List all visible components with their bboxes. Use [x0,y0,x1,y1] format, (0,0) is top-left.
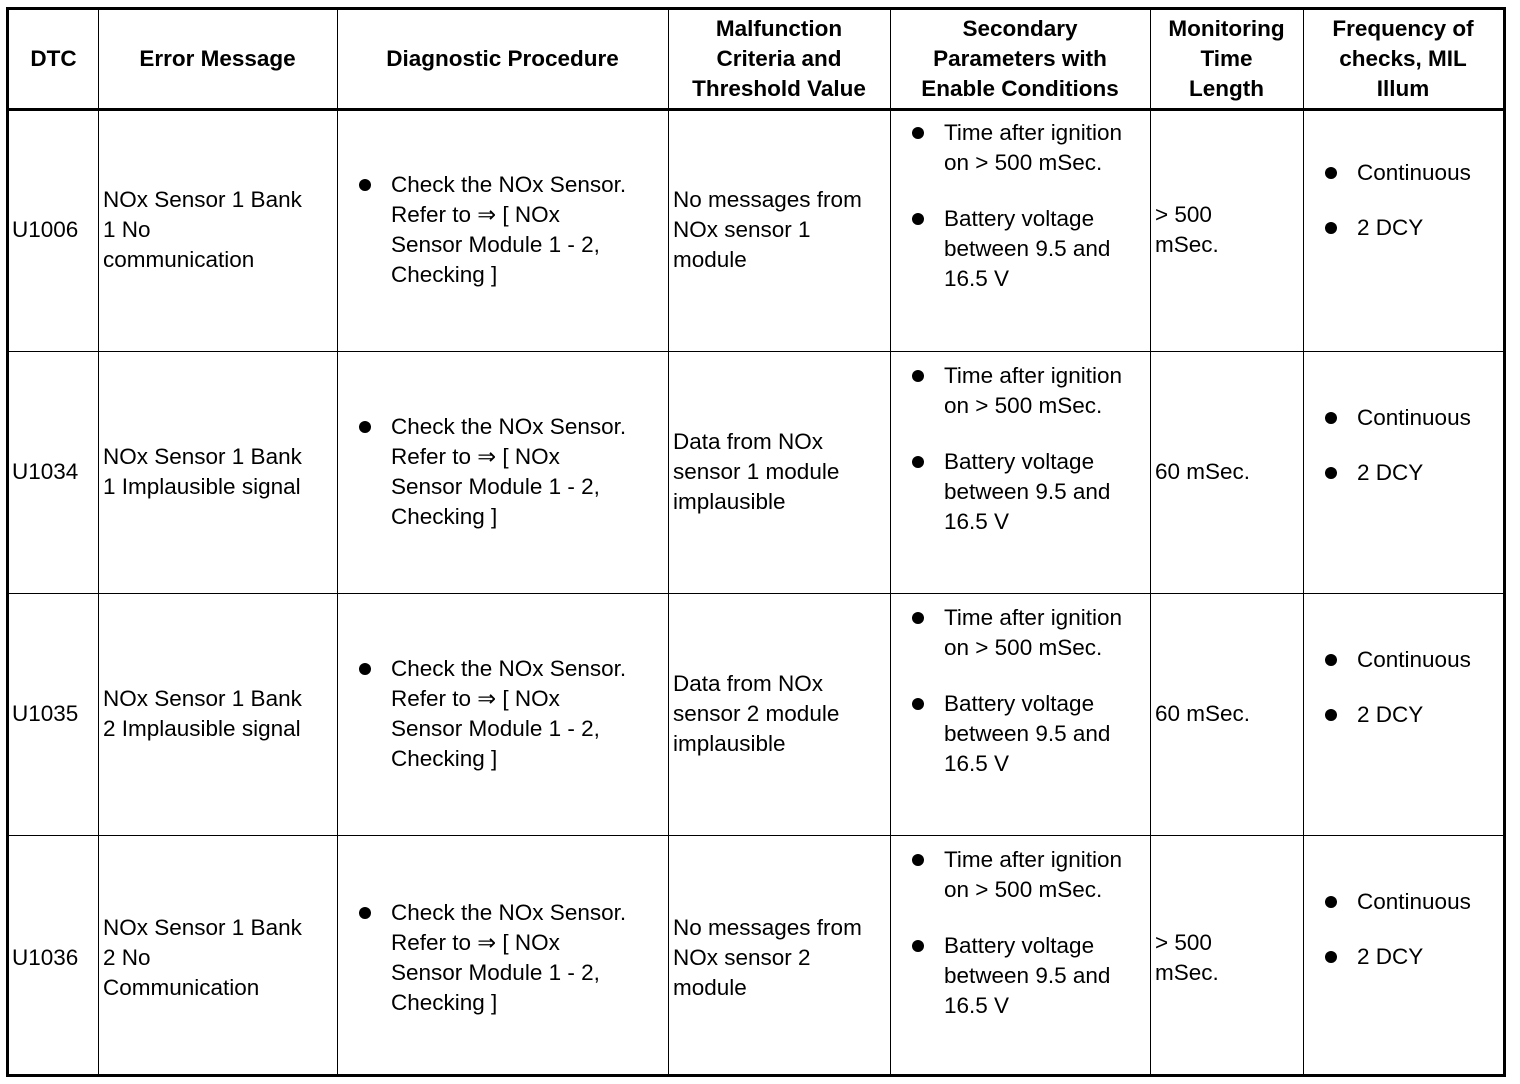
bullet-item: 2 DCY [1303,458,1471,488]
frequency [1303,835,1503,1077]
malfunction-criteria: Data from NOx sensor 1 module implausible [673,429,840,514]
diagnostic-procedure [337,593,668,835]
diagnostic-procedure [337,835,668,1077]
bullet-item: Continuous [1303,887,1471,917]
error-message: NOx Sensor 1 Bank 1 No communication [103,186,302,272]
dtc-code: U1006 [12,216,79,242]
error-message: NOx Sensor 1 Bank 2 No Communication [103,914,302,1000]
header-dtc: DTC [30,46,77,71]
bullet-item: Battery voltage between 9.5 and 16.5 V [890,204,1122,294]
frequency [1303,593,1503,835]
malfunction-criteria: No messages from NOx sensor 1 module [673,186,862,272]
header-monitoring-time: Monitoring Time Length [1168,16,1285,101]
bullet-item: 2 DCY [1303,942,1471,972]
bullet-item: Check the NOx Sensor. Refer to ⇒ [ NOx Sensor Module 1 - 2, Checking ] [337,170,626,290]
dtc-code: U1035 [12,701,79,726]
dtc-table [6,7,1506,1077]
dtc-code: U1034 [12,459,79,484]
header-malfunction-criteria: Malfunction Criteria and Threshold Value [692,16,866,101]
bullet-item: 2 DCY [1303,213,1471,243]
bullet-item: Battery voltage between 9.5 and 16.5 V [890,447,1122,537]
diagnostic-procedure [337,108,668,351]
bullet-item: Continuous [1303,645,1471,675]
secondary-parameters [890,835,1150,1077]
secondary-parameters [890,593,1150,835]
bullet-item: Time after ignition on > 500 mSec. [890,118,1122,178]
bullet-item: Continuous [1303,403,1471,433]
bullet-item: Time after ignition on > 500 mSec. [890,603,1122,663]
header-frequency: Frequency of checks, MIL Illum [1332,16,1474,101]
bullet-item: 2 DCY [1303,700,1471,730]
bullet-item: Check the NOx Sensor. Refer to ⇒ [ NOx Sensor Module 1 - 2, Checking ] [337,654,626,774]
bullet-item: Time after ignition on > 500 mSec. [890,845,1122,905]
malfunction-criteria: No messages from NOx sensor 2 module [673,914,862,1000]
frequency [1303,108,1503,351]
secondary-parameters [890,351,1150,593]
bullet-item: Check the NOx Sensor. Refer to ⇒ [ NOx Sensor Module 1 - 2, Checking ] [337,898,626,1018]
monitoring-time: > 500 mSec. [1155,201,1219,257]
monitoring-time: > 500 mSec. [1155,929,1219,985]
secondary-parameters [890,108,1150,351]
header-error-message: Error Message [139,46,296,71]
header-diagnostic-procedure: Diagnostic Procedure [386,46,619,71]
bullet-item: Battery voltage between 9.5 and 16.5 V [890,689,1122,779]
bullet-item: Continuous [1303,158,1471,188]
bullet-item: Time after ignition on > 500 mSec. [890,361,1122,421]
monitoring-time: 60 mSec. [1155,459,1251,484]
header-secondary-parameters: Secondary Parameters with Enable Conditions [921,16,1119,101]
dtc-code: U1036 [12,944,79,970]
bullet-item: Battery voltage between 9.5 and 16.5 V [890,931,1122,1021]
error-message: NOx Sensor 1 Bank 2 Implausible signal [103,686,302,741]
frequency [1303,351,1503,593]
diagnostic-procedure [337,351,668,593]
error-message: NOx Sensor 1 Bank 1 Implausible signal [103,444,302,499]
malfunction-criteria: Data from NOx sensor 2 module implausible [673,671,840,756]
monitoring-time: 60 mSec. [1155,701,1251,726]
bullet-item: Check the NOx Sensor. Refer to ⇒ [ NOx Sensor Module 1 - 2, Checking ] [337,412,626,532]
